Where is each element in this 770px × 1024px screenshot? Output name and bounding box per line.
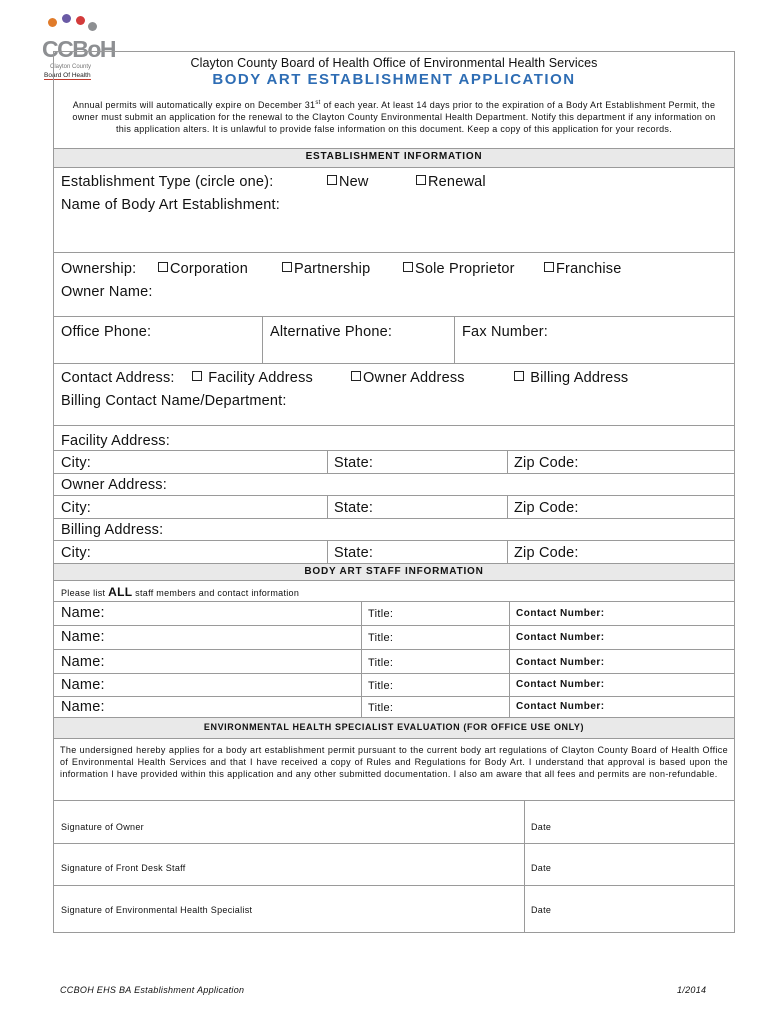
checkbox-icon[interactable]: [192, 371, 202, 381]
staff-contact-label: Contact Number:: [516, 657, 605, 668]
facility-state-label: State:: [334, 455, 374, 471]
logo-line-1: Clayton County: [50, 64, 92, 70]
owner-city-label: City:: [61, 500, 91, 516]
billing-contact-label: Billing Contact Name/Department:: [61, 393, 287, 409]
fax-number-label: Fax Number:: [462, 324, 548, 340]
owner-zip-label: Zip Code:: [514, 500, 579, 516]
org-heading: Clayton County Board of Health Office of Environmental Health Services: [190, 56, 598, 70]
office-phone-label: Office Phone:: [61, 324, 152, 340]
footer-form-name: CCBOH EHS BA Establishment Application: [60, 985, 245, 995]
option-renewal[interactable]: Renewal: [416, 174, 486, 190]
checkbox-icon[interactable]: [351, 371, 361, 381]
staff-name-label: Name:: [61, 654, 105, 670]
checkbox-icon[interactable]: [514, 371, 524, 381]
owner-state-label: State:: [334, 500, 374, 516]
staff-section-heading: BODY ART STAFF INFORMATION: [304, 566, 484, 577]
staff-contact-label: Contact Number:: [516, 608, 605, 619]
signature-owner-label: Signature of Owner: [61, 822, 144, 832]
checkbox-icon[interactable]: [544, 262, 554, 272]
date-label: Date: [531, 863, 552, 873]
staff-instructions: Please list ALL staff members and contact information: [61, 585, 300, 599]
date-label: Date: [531, 905, 552, 915]
ownership-sole-proprietor[interactable]: Sole Proprietor: [403, 261, 515, 277]
ownership-partnership[interactable]: Partnership: [282, 261, 370, 277]
certification-statement: The undersigned hereby applies for a body art establishment permit pursuant to the current body art regulations of Clayton County Board of Health Office of Environmental Health Services and that I have received a copy of Rules and Regulations for Body Art. I understand that approval is based upon the information I have provided within this application and any other submitted documentation. I also am aware that all fees and permits are non-refundable.: [60, 745, 728, 779]
checkbox-icon[interactable]: [403, 262, 413, 272]
staff-contact-label: Contact Number:: [516, 679, 605, 690]
signature-front-desk-label: Signature of Front Desk Staff: [61, 863, 186, 873]
facility-city-label: City:: [61, 455, 91, 471]
facility-zip-label: Zip Code:: [514, 455, 579, 471]
option-new[interactable]: New: [327, 174, 369, 190]
owner-address-label: Owner Address:: [61, 477, 167, 493]
date-label: Date: [531, 822, 552, 832]
staff-name-label: Name:: [61, 677, 105, 693]
alternative-phone-label: Alternative Phone:: [270, 324, 393, 340]
contact-owner-address[interactable]: Owner Address: [351, 370, 465, 386]
billing-zip-label: Zip Code:: [514, 545, 579, 561]
billing-address-label: Billing Address:: [61, 522, 164, 538]
establishment-section-heading: ESTABLISHMENT INFORMATION: [305, 151, 483, 162]
footer-revision-date: 1/2014: [677, 985, 707, 995]
application-form: [53, 51, 735, 933]
contact-billing-address[interactable]: Billing Address: [514, 370, 628, 386]
billing-state-label: State:: [334, 545, 374, 561]
checkbox-icon[interactable]: [282, 262, 292, 272]
facility-address-label: Facility Address:: [61, 433, 170, 449]
staff-title-label: Title:: [368, 702, 394, 714]
form-title: BODY ART ESTABLISHMENT APPLICATION: [212, 71, 576, 88]
contact-facility-address[interactable]: Facility Address: [192, 370, 313, 386]
staff-title-label: Title:: [368, 632, 394, 644]
ownership-corporation[interactable]: Corporation: [158, 261, 248, 277]
staff-title-label: Title:: [368, 608, 394, 620]
evaluation-section-heading: ENVIRONMENTAL HEALTH SPECIALIST EVALUATION (FOR OFFICE USE ONLY): [203, 722, 585, 732]
ownership-label: Ownership:: [61, 261, 137, 277]
staff-name-label: Name:: [61, 699, 105, 715]
checkbox-icon[interactable]: [158, 262, 168, 272]
establishment-type-label: Establishment Type (circle one):: [61, 174, 274, 190]
intro-paragraph: Annual permits will automatically expire on December 31st of each year. At least 14 days prior to the expiration of a Body Art Establishment Permit, the owner must submit an application for the renewal to the Clayton County Environmental Health Department. Notify this department if any information on this application alters. It is unlawful to provide false information on this document. Keep a copy of this application for your records.: [72, 100, 716, 134]
ownership-franchise[interactable]: Franchise: [544, 261, 621, 277]
logo-wordmark: CCBoH: [42, 36, 115, 62]
checkbox-icon[interactable]: [416, 175, 426, 185]
owner-name-label: Owner Name:: [61, 284, 153, 300]
staff-name-label: Name:: [61, 629, 105, 645]
checkbox-icon[interactable]: [327, 175, 337, 185]
staff-title-label: Title:: [368, 680, 394, 692]
billing-city-label: City:: [61, 545, 91, 561]
staff-title-label: Title:: [368, 657, 394, 669]
logo-line-2: Board Of Health: [44, 72, 91, 79]
establishment-name-label: Name of Body Art Establishment:: [61, 197, 280, 213]
staff-contact-label: Contact Number:: [516, 632, 605, 643]
signature-ehs-label: Signature of Environmental Health Specialist: [61, 905, 253, 915]
staff-contact-label: Contact Number:: [516, 701, 605, 712]
staff-name-label: Name:: [61, 605, 105, 621]
contact-address-label: Contact Address:: [61, 370, 175, 386]
